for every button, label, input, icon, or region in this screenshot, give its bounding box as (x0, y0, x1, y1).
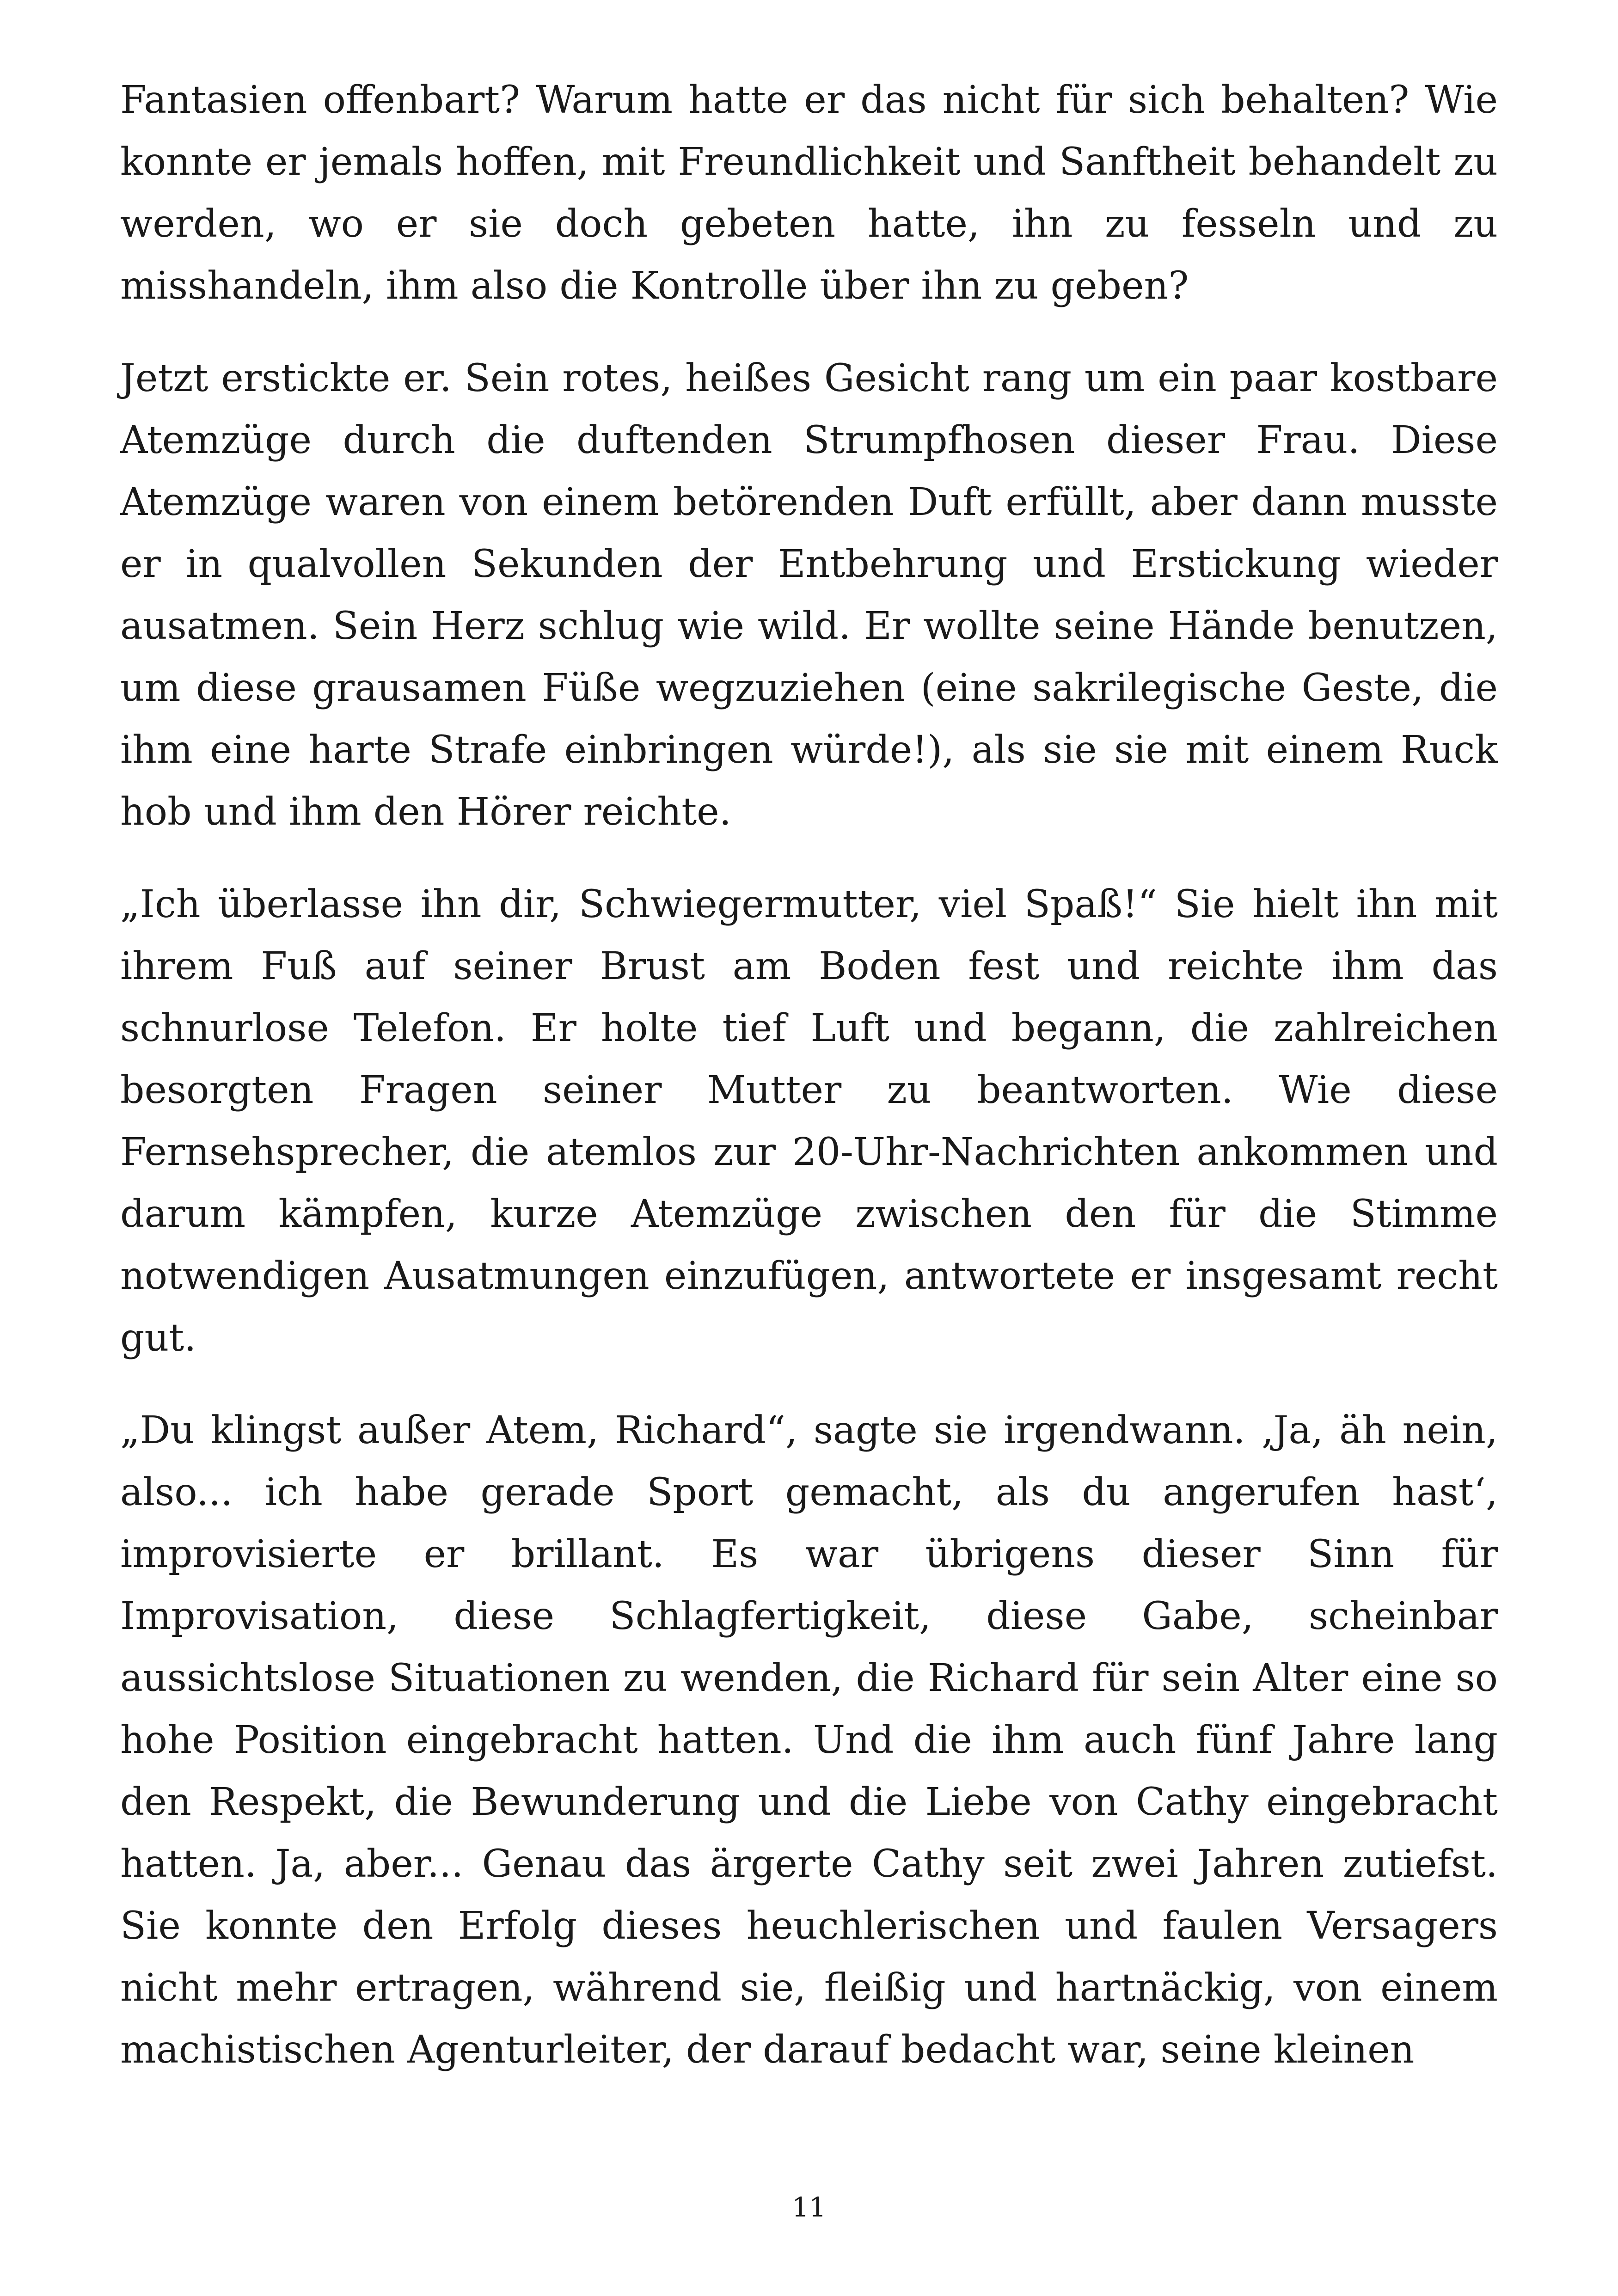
paragraph-3: „Ich überlasse ihn dir, Schwiegermutter, viel Spaß!“ Sie hielt ihn mit ihrem Fuß auf seiner Brust am Boden fest und reichte ihm das schnurlose Telefon. Er holte tief Luft und begann, die zahlreichen besorgten Fragen seiner Mutter zu beantworten. Wie diese Fernsehsprecher, die atemlos zur 20-Uhr-Nachrichten ankommen und darum kämpfen, kurze Atemzüge zwischen den für die Stimme notwendigen Ausatmungen einzufügen, antwortete er insgesamt recht gut. (120, 882, 1498, 1360)
body-text (120, 69, 1498, 2112)
paragraph-1: Fantasien offenbart? Warum hatte er das nicht für sich behalten? Wie konnte er jemals hoffen, mit Freundlichkeit und Sanftheit behandelt zu werden, wo er sie doch gebeten hatte, ihn zu fesseln und zu misshandeln, ihm also die Kontrolle über ihn zu geben? (120, 78, 1498, 308)
paragraph-2: Jetzt erstickte er. Sein rotes, heißes Gesicht rang um ein paar kostbare Atemzüge durch die duftenden Strumpfhosen dieser Frau. Diese Atemzüge waren von einem betörenden Duft erfüllt, aber dann musste er in qualvollen Sekunden der Entbehrung und Erstickung wieder ausatmen. Sein Herz schlug wie wild. Er wollte seine Hände benutzen, um diese grausamen Füße wegzuziehen (eine sakrilegische Geste, die ihm eine harte Strafe einbringen würde!), als sie sie mit einem Ruck hob und ihm den Hörer reichte. (120, 356, 1498, 834)
paragraph-4: „Du klingst außer Atem, Richard“, sagte sie irgendwann. ‚Ja, äh nein, also... ich habe gerade Sport gemacht, als du angerufen hast‘, improvisierte er brillant. Es war übrigens dieser Sinn für Improvisation, diese Schlagfertigkeit, diese Gabe, scheinbar aussichtslose Situationen zu wenden, die Richard für sein Alter eine so hohe Position eingebracht hatten. Und die ihm auch fünf Jahre lang den Respekt, die Bewunderung und die Liebe von Cathy eingebracht hatten. Ja, aber... Genau das ärgerte Cathy seit zwei Jahren zutiefst. Sie konnte den Erfolg dieses heuchlerischen und faulen Versagers nicht mehr ertragen, während sie, fleißig und hartnäckig, von einem machistischen Agenturleiter, der darauf bedacht war, seine kleinen (120, 1408, 1498, 2072)
page-number: 11 (792, 2192, 826, 2223)
